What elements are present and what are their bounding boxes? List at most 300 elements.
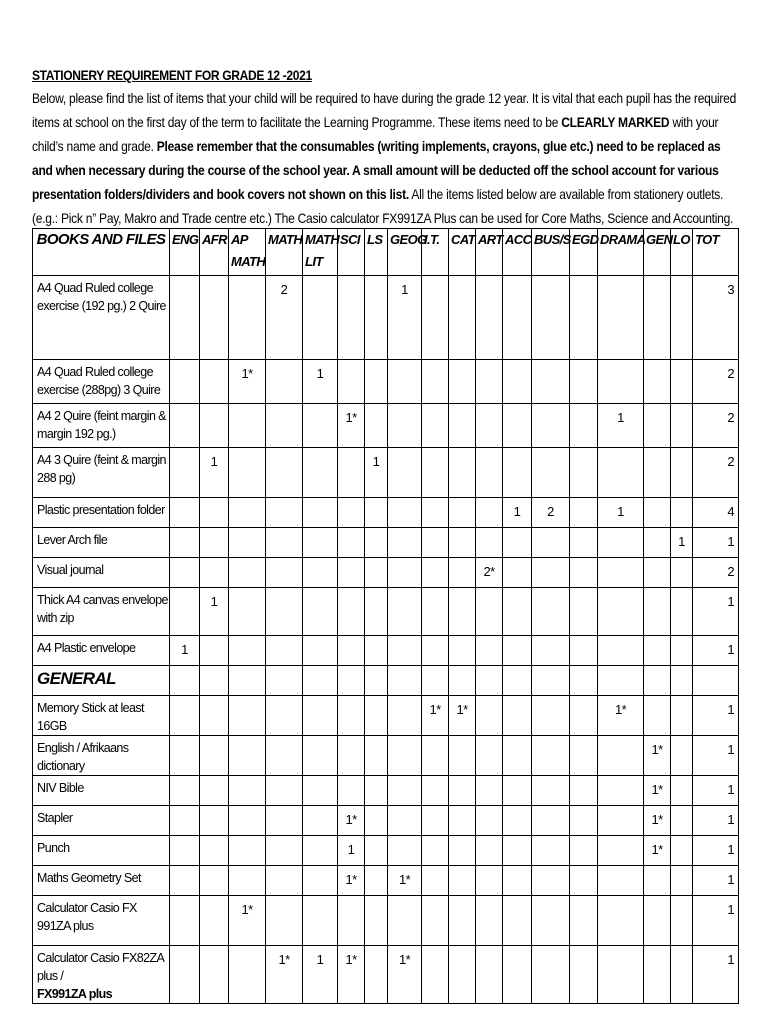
quantity-cell (303, 276, 338, 360)
item-name-cell: A4 2 Quire (feint margin & margin 192 pg.) (33, 404, 170, 448)
empty-cell (200, 666, 229, 696)
empty-cell (532, 666, 570, 696)
table-row (33, 806, 739, 836)
quantity-cell: 1* (598, 696, 644, 736)
quantity-cell (170, 896, 200, 946)
column-header: AP MATH (229, 229, 266, 276)
quantity-cell (449, 558, 476, 588)
quantity-cell (532, 866, 570, 896)
quantity-cell (200, 636, 229, 666)
quantity-cell (570, 696, 598, 736)
table-row (33, 636, 739, 666)
empty-cell (449, 666, 476, 696)
quantity-cell (422, 404, 449, 448)
empty-cell (229, 666, 266, 696)
quantity-cell: 1* (644, 736, 671, 776)
quantity-cell (476, 636, 503, 666)
table-row (33, 498, 739, 528)
quantity-cell (532, 636, 570, 666)
total-cell: 1 (693, 946, 739, 1004)
quantity-cell: 2 (266, 276, 303, 360)
quantity-cell (449, 866, 476, 896)
quantity-cell (570, 946, 598, 1004)
quantity-cell (229, 636, 266, 666)
quantity-cell: 1* (449, 696, 476, 736)
quantity-cell (598, 636, 644, 666)
quantity-cell (598, 558, 644, 588)
quantity-cell (365, 558, 388, 588)
intro-bold-1: CLEARLY MARKED (561, 114, 670, 130)
quantity-cell (266, 558, 303, 588)
table-header-row (33, 229, 739, 276)
quantity-cell (476, 360, 503, 404)
quantity-cell (422, 806, 449, 836)
empty-cell (693, 666, 739, 696)
document-title: STATIONERY REQUIREMENT FOR GRADE 12 -2021 (32, 67, 312, 83)
total-cell: 1 (693, 636, 739, 666)
quantity-cell (229, 736, 266, 776)
quantity-cell (503, 696, 532, 736)
quantity-cell (671, 946, 693, 1004)
quantity-cell (644, 448, 671, 498)
document-page (32, 66, 742, 1001)
quantity-cell (365, 276, 388, 360)
item-name-cell: Calculator Casio FX 991ZA plus (33, 896, 170, 946)
quantity-cell (303, 498, 338, 528)
quantity-cell (449, 588, 476, 636)
quantity-cell (532, 276, 570, 360)
column-header: TOT (693, 229, 739, 276)
column-header: LS (365, 229, 388, 276)
column-header: I.T. (422, 229, 449, 276)
quantity-cell (170, 836, 200, 866)
quantity-cell (338, 696, 365, 736)
quantity-cell (532, 528, 570, 558)
item-name-cell: Memory Stick at least 16GB (33, 696, 170, 736)
quantity-cell (598, 946, 644, 1004)
column-header: AFR (200, 229, 229, 276)
quantity-cell (671, 558, 693, 588)
quantity-cell (388, 558, 422, 588)
quantity-cell (532, 896, 570, 946)
quantity-cell (503, 404, 532, 448)
quantity-cell (229, 498, 266, 528)
quantity-cell (671, 866, 693, 896)
column-header: DRAMA (598, 229, 644, 276)
quantity-cell (503, 360, 532, 404)
quantity-cell (388, 448, 422, 498)
quantity-cell (422, 528, 449, 558)
quantity-cell (365, 696, 388, 736)
quantity-cell (303, 836, 338, 866)
quantity-cell (170, 558, 200, 588)
quantity-cell (338, 360, 365, 404)
quantity-cell (229, 806, 266, 836)
quantity-cell: 1 (200, 588, 229, 636)
quantity-cell: 2 (532, 498, 570, 528)
quantity-cell (229, 588, 266, 636)
quantity-cell (476, 448, 503, 498)
item-name-cell: A4 Quad Ruled college exercise (288pg) 3 Quire (33, 360, 170, 404)
intro-text-2: with your child’s name and grade. (32, 114, 719, 154)
quantity-cell (570, 276, 598, 360)
quantity-cell (200, 696, 229, 736)
quantity-cell (476, 946, 503, 1004)
quantity-cell: 1* (338, 946, 365, 1004)
quantity-cell (266, 736, 303, 776)
total-cell: 2 (693, 404, 739, 448)
quantity-cell (422, 896, 449, 946)
quantity-cell (200, 836, 229, 866)
quantity-cell (422, 498, 449, 528)
intro-paragraph (32, 86, 742, 236)
quantity-cell (266, 360, 303, 404)
quantity-cell (388, 736, 422, 776)
table-row (33, 896, 739, 946)
column-header-items: BOOKS AND FILES (33, 229, 170, 276)
quantity-cell (338, 528, 365, 558)
total-cell: 2 (693, 558, 739, 588)
quantity-cell (266, 806, 303, 836)
quantity-cell (449, 806, 476, 836)
table-row (33, 404, 739, 448)
quantity-cell (170, 866, 200, 896)
table-row (33, 736, 739, 776)
quantity-cell (644, 866, 671, 896)
quantity-cell (644, 276, 671, 360)
quantity-cell (598, 588, 644, 636)
quantity-cell (570, 806, 598, 836)
quantity-cell (532, 776, 570, 806)
quantity-cell (476, 498, 503, 528)
quantity-cell (503, 528, 532, 558)
quantity-cell (570, 636, 598, 666)
quantity-cell (388, 776, 422, 806)
quantity-cell (200, 498, 229, 528)
quantity-cell (476, 736, 503, 776)
quantity-cell (570, 528, 598, 558)
quantity-cell: 1 (598, 404, 644, 448)
quantity-cell (303, 404, 338, 448)
table-row (33, 276, 739, 360)
quantity-cell (170, 806, 200, 836)
total-cell: 1 (693, 776, 739, 806)
quantity-cell (532, 696, 570, 736)
quantity-cell (476, 588, 503, 636)
column-header: MATH LIT (303, 229, 338, 276)
intro-text-1: Below, please find the list of items that your child will be required to have during the grade 12 year. It is vital that each pupil has the required items at school on the first day of the term to facilitate the Learning Programme. These items need to be (32, 90, 737, 130)
quantity-cell (170, 276, 200, 360)
quantity-cell (476, 866, 503, 896)
quantity-cell (338, 498, 365, 528)
quantity-cell: 1* (644, 776, 671, 806)
item-name-cell: Punch (33, 836, 170, 866)
item-name-cell: Maths Geometry Set (33, 866, 170, 896)
quantity-cell (644, 946, 671, 1004)
quantity-cell (449, 896, 476, 946)
column-header: ART (476, 229, 503, 276)
total-cell: 1 (693, 866, 739, 896)
quantity-cell (644, 558, 671, 588)
quantity-cell (671, 836, 693, 866)
quantity-cell: 1* (338, 866, 365, 896)
quantity-cell: 1 (598, 498, 644, 528)
quantity-cell (532, 360, 570, 404)
quantity-cell (200, 776, 229, 806)
quantity-cell (422, 866, 449, 896)
quantity-cell (476, 776, 503, 806)
quantity-cell (266, 404, 303, 448)
quantity-cell (170, 498, 200, 528)
quantity-cell (303, 776, 338, 806)
quantity-cell (422, 736, 449, 776)
quantity-cell (644, 498, 671, 528)
quantity-cell (200, 896, 229, 946)
column-header: SCI (338, 229, 365, 276)
quantity-cell (598, 896, 644, 946)
total-cell: 1 (693, 806, 739, 836)
quantity-cell (388, 588, 422, 636)
quantity-cell (229, 558, 266, 588)
quantity-cell (532, 448, 570, 498)
empty-cell (170, 666, 200, 696)
quantity-cell: 1 (303, 360, 338, 404)
quantity-cell (503, 636, 532, 666)
quantity-cell (644, 528, 671, 558)
quantity-cell (200, 404, 229, 448)
quantity-cell (200, 558, 229, 588)
quantity-cell (671, 806, 693, 836)
quantity-cell: 1 (303, 946, 338, 1004)
quantity-cell: 1* (338, 806, 365, 836)
quantity-cell (532, 404, 570, 448)
quantity-cell (671, 448, 693, 498)
quantity-cell (170, 360, 200, 404)
empty-cell (644, 666, 671, 696)
quantity-cell (671, 588, 693, 636)
quantity-cell (200, 866, 229, 896)
column-header: GEN (644, 229, 671, 276)
quantity-cell (503, 946, 532, 1004)
quantity-cell (671, 736, 693, 776)
quantity-cell (388, 806, 422, 836)
quantity-cell (422, 946, 449, 1004)
quantity-cell (598, 836, 644, 866)
quantity-cell (388, 404, 422, 448)
quantity-cell (570, 404, 598, 448)
quantity-cell (532, 806, 570, 836)
total-cell: 1 (693, 736, 739, 776)
quantity-cell (476, 276, 503, 360)
quantity-cell (644, 636, 671, 666)
quantity-cell: 1 (170, 636, 200, 666)
empty-cell (422, 666, 449, 696)
quantity-cell (476, 696, 503, 736)
column-header: LO (671, 229, 693, 276)
quantity-cell (476, 806, 503, 836)
quantity-cell (266, 528, 303, 558)
table-row (33, 836, 739, 866)
quantity-cell (598, 776, 644, 806)
quantity-cell (266, 696, 303, 736)
quantity-cell (598, 866, 644, 896)
quantity-cell (388, 360, 422, 404)
quantity-cell (671, 276, 693, 360)
quantity-cell (338, 558, 365, 588)
quantity-cell (598, 806, 644, 836)
item-name-cell: A4 Quad Ruled college exercise (192 pg.) 2 Quire (33, 276, 170, 360)
total-cell: 2 (693, 448, 739, 498)
quantity-cell (476, 528, 503, 558)
quantity-cell (303, 896, 338, 946)
quantity-cell (644, 404, 671, 448)
quantity-cell (503, 806, 532, 836)
stationery-table (32, 228, 739, 1004)
quantity-cell (229, 866, 266, 896)
quantity-cell (303, 448, 338, 498)
column-header: GEOG (388, 229, 422, 276)
total-cell: 1 (693, 836, 739, 866)
quantity-cell (229, 448, 266, 498)
quantity-cell (365, 498, 388, 528)
quantity-cell (598, 528, 644, 558)
quantity-cell (449, 448, 476, 498)
empty-cell (365, 666, 388, 696)
quantity-cell (388, 636, 422, 666)
quantity-cell (570, 736, 598, 776)
quantity-cell (229, 404, 266, 448)
quantity-cell (365, 866, 388, 896)
table-row (33, 588, 739, 636)
total-cell: 4 (693, 498, 739, 528)
quantity-cell (338, 276, 365, 360)
quantity-cell (266, 588, 303, 636)
quantity-cell: 1* (229, 360, 266, 404)
quantity-cell (229, 836, 266, 866)
item-name-cell: Calculator Casio FX82ZA plus / FX991ZA plus (33, 946, 170, 1004)
quantity-cell (170, 696, 200, 736)
quantity-cell (570, 836, 598, 866)
quantity-cell (365, 806, 388, 836)
quantity-cell (503, 836, 532, 866)
quantity-cell (365, 946, 388, 1004)
intro-text-3: All the items listed below are available from stationery outlets. (e.g.: Pick n” Pay, Makro and Trade centre etc.) The Casio calculator FX991ZA Plus can be used for Core Maths, Science and Accounting. (32, 186, 734, 226)
quantity-cell (365, 836, 388, 866)
quantity-cell (303, 806, 338, 836)
column-header: BUS/S (532, 229, 570, 276)
quantity-cell: 1 (200, 448, 229, 498)
table-row (33, 866, 739, 896)
quantity-cell (170, 528, 200, 558)
quantity-cell (266, 636, 303, 666)
quantity-cell (532, 946, 570, 1004)
quantity-cell (532, 836, 570, 866)
item-name-cell: Lever Arch file (33, 528, 170, 558)
quantity-cell: 1 (388, 276, 422, 360)
quantity-cell (570, 776, 598, 806)
quantity-cell (671, 498, 693, 528)
quantity-cell (266, 896, 303, 946)
quantity-cell (570, 866, 598, 896)
quantity-cell (200, 806, 229, 836)
item-name-cell: Visual journal (33, 558, 170, 588)
quantity-cell (503, 276, 532, 360)
quantity-cell (570, 448, 598, 498)
quantity-cell (170, 448, 200, 498)
quantity-cell (388, 528, 422, 558)
quantity-cell (671, 360, 693, 404)
quantity-cell (365, 528, 388, 558)
quantity-cell (266, 776, 303, 806)
quantity-cell (365, 636, 388, 666)
quantity-cell (303, 696, 338, 736)
quantity-cell (170, 946, 200, 1004)
quantity-cell (388, 896, 422, 946)
quantity-cell (338, 448, 365, 498)
quantity-cell (570, 360, 598, 404)
table-body (33, 276, 739, 1004)
quantity-cell (476, 404, 503, 448)
empty-cell (476, 666, 503, 696)
quantity-cell (266, 448, 303, 498)
table-row (33, 448, 739, 498)
quantity-cell (200, 946, 229, 1004)
quantity-cell (598, 276, 644, 360)
table-row (33, 776, 739, 806)
quantity-cell (532, 588, 570, 636)
quantity-cell (200, 276, 229, 360)
general-section-row (33, 666, 739, 696)
total-cell: 1 (693, 588, 739, 636)
quantity-cell (338, 896, 365, 946)
quantity-cell (422, 636, 449, 666)
quantity-cell (449, 776, 476, 806)
empty-cell (338, 666, 365, 696)
quantity-cell (229, 696, 266, 736)
total-cell: 2 (693, 360, 739, 404)
quantity-cell (644, 360, 671, 404)
quantity-cell (388, 498, 422, 528)
quantity-cell: 1 (338, 836, 365, 866)
quantity-cell (476, 896, 503, 946)
quantity-cell: 1* (388, 946, 422, 1004)
quantity-cell (671, 776, 693, 806)
quantity-cell (338, 588, 365, 636)
quantity-cell (365, 776, 388, 806)
quantity-cell (570, 896, 598, 946)
quantity-cell (365, 588, 388, 636)
quantity-cell (338, 636, 365, 666)
quantity-cell (229, 276, 266, 360)
quantity-cell (503, 588, 532, 636)
quantity-cell (671, 404, 693, 448)
quantity-cell (449, 276, 476, 360)
general-section-label: GENERAL (33, 666, 170, 696)
quantity-cell (422, 360, 449, 404)
quantity-cell (266, 866, 303, 896)
quantity-cell (671, 896, 693, 946)
quantity-cell (338, 776, 365, 806)
table-row (33, 946, 739, 1004)
item-name-cell: A4 Plastic envelope (33, 636, 170, 666)
quantity-cell: 1* (388, 866, 422, 896)
total-cell: 1 (693, 696, 739, 736)
quantity-cell (503, 866, 532, 896)
quantity-cell (449, 736, 476, 776)
quantity-cell (570, 558, 598, 588)
quantity-cell (365, 360, 388, 404)
quantity-cell (422, 558, 449, 588)
